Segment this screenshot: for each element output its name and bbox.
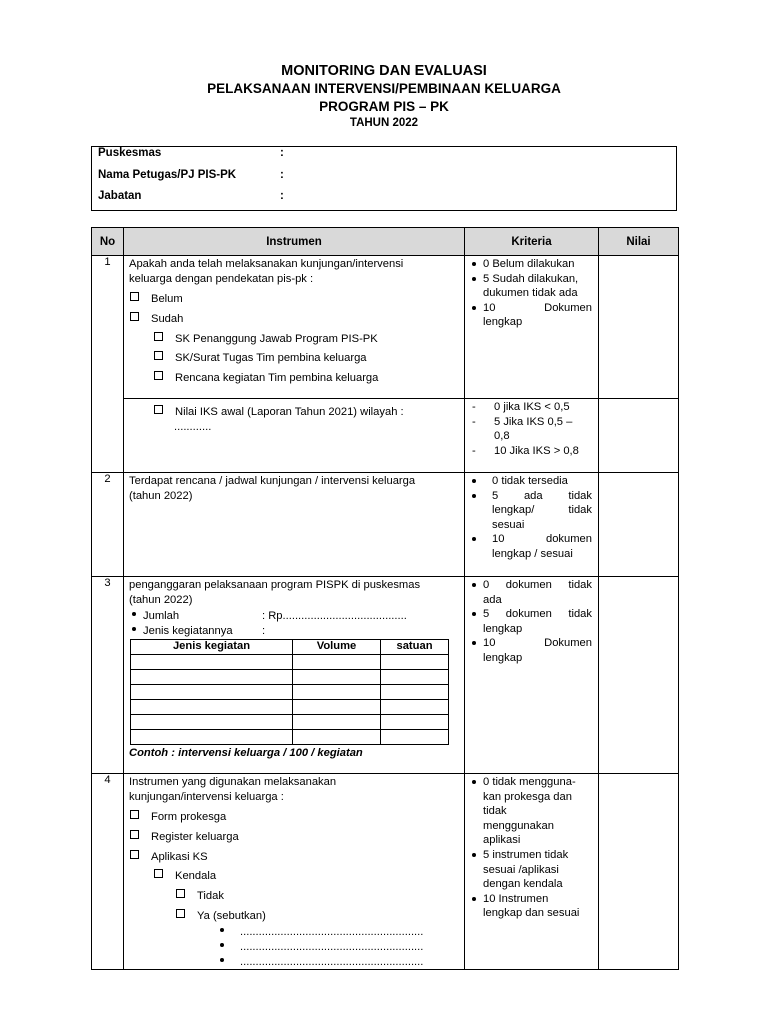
option-kendala: Kendala bbox=[154, 869, 216, 883]
jumlah-value: : Rp........................................ bbox=[262, 610, 407, 622]
kriteria-list: 0 tidak tersedia 5 ada tidak lengkap/ tidak sesuai 10 dokumen lengkap / sesuai bbox=[470, 474, 592, 562]
kriteria-list: - 0 jika IKS < 0,5 - 5 Jika IKS 0,5 – 0,8 - 10 Jika IKS > 0,8 bbox=[472, 401, 579, 457]
volume-header: Volume bbox=[293, 640, 381, 655]
question-text: kunjungan/intervensi keluarga : bbox=[129, 791, 284, 803]
nilai-cell[interactable] bbox=[599, 577, 679, 774]
doc-subtitle: PELAKSANAAN INTERVENSI/PEMBINAAN KELUARGA bbox=[207, 81, 561, 96]
checkbox-icon[interactable] bbox=[154, 371, 163, 380]
instrumen-cell bbox=[124, 577, 465, 774]
question-text: Terdapat rencana / jadwal kunjungan / intervensi keluarga bbox=[129, 475, 416, 487]
table-row bbox=[92, 473, 679, 577]
table-header-row bbox=[92, 228, 679, 256]
nilai-cell[interactable] bbox=[599, 256, 679, 473]
option-aplikasi: Aplikasi KS bbox=[130, 850, 208, 864]
table-row bbox=[92, 577, 679, 774]
info-puskesmas bbox=[98, 147, 284, 159]
kriteria-cell bbox=[465, 473, 599, 577]
kendala-line[interactable]: ........................................................... bbox=[220, 925, 423, 939]
bullet-jenis: Jenis kegiatannya bbox=[132, 624, 233, 638]
evaluation-table bbox=[91, 227, 679, 970]
header-kriteria: Kriteria bbox=[465, 228, 599, 256]
option-register: Register keluarga bbox=[130, 830, 239, 844]
option-belum: Belum bbox=[130, 292, 183, 306]
option-rencana: Rencana kegiatan Tim pembina keluarga bbox=[154, 371, 378, 385]
kegiatan-table bbox=[130, 639, 449, 745]
jenis-colon: : bbox=[262, 625, 266, 637]
kegiatan-row bbox=[131, 670, 449, 685]
header-nilai: Nilai bbox=[599, 228, 679, 256]
question-text: penganggaran pelaksanaan program PISPK di puskesmas bbox=[129, 579, 421, 591]
kegiatan-row bbox=[131, 700, 449, 715]
kendala-line[interactable]: ........................................................... bbox=[220, 940, 423, 954]
doc-title: MONITORING DAN EVALUASI bbox=[281, 63, 487, 79]
info-box bbox=[91, 146, 677, 211]
info-label: Nama Petugas/PJ PIS-PK bbox=[98, 169, 237, 181]
row-number: 1 bbox=[92, 256, 124, 473]
info-colon: : bbox=[280, 147, 284, 159]
doc-year: TAHUN 2022 bbox=[349, 117, 419, 129]
bullet-icon bbox=[472, 277, 476, 281]
bullet-icon bbox=[132, 612, 136, 616]
checkbox-icon[interactable] bbox=[130, 312, 139, 321]
iks-dots: ............ bbox=[174, 421, 212, 433]
kriteria-cell bbox=[465, 577, 599, 774]
checkbox-icon[interactable] bbox=[130, 292, 139, 301]
option-sudah: Sudah bbox=[130, 312, 183, 326]
question-text: (tahun 2022) bbox=[129, 594, 193, 606]
kegiatan-row bbox=[131, 715, 449, 730]
divider bbox=[124, 398, 464, 399]
contoh-text: Contoh : intervensi keluarga / 100 / kegiatan bbox=[129, 747, 363, 759]
row-number: 4 bbox=[92, 774, 124, 970]
info-jabatan bbox=[98, 190, 284, 202]
kriteria-list: 0 dokumen tidak ada 5 dokumen tidak lengkap 10 Dokumen lengkap bbox=[470, 578, 592, 666]
kriteria-list: 0 tidak mengguna- kan prokesga dan tidak menggunakan aplikasi 5 instrumen tidak sesuai /aplikasi dengan kendala 10 Instrumen lengkap dan sesuai bbox=[470, 775, 592, 921]
info-label: Puskesmas bbox=[98, 147, 162, 159]
bullet-icon bbox=[472, 583, 476, 587]
checkbox-icon[interactable] bbox=[130, 830, 139, 839]
bullet-icon bbox=[472, 306, 476, 310]
kegiatan-header: Jenis kegiatan bbox=[131, 640, 293, 655]
kendala-line[interactable]: ........................................................... bbox=[220, 955, 423, 969]
question-text: (tahun 2022) bbox=[129, 490, 193, 502]
checkbox-icon[interactable] bbox=[130, 850, 139, 859]
bullet-icon bbox=[472, 494, 476, 498]
option-ya: Ya (sebutkan) bbox=[176, 909, 266, 923]
info-petugas bbox=[98, 169, 284, 181]
bullet-icon bbox=[220, 928, 224, 932]
info-colon: : bbox=[280, 190, 284, 202]
satuan-header: satuan bbox=[381, 640, 449, 655]
checkbox-icon[interactable] bbox=[154, 351, 163, 360]
bullet-icon bbox=[472, 537, 476, 541]
row-number: 3 bbox=[92, 577, 124, 774]
nilai-cell[interactable] bbox=[599, 473, 679, 577]
table-row bbox=[92, 256, 679, 473]
question-text: keluarga dengan pendekatan pis-pk : bbox=[129, 273, 314, 285]
question-text: Apakah anda telah melaksanakan kunjungan/intervensi bbox=[129, 258, 404, 270]
option-prokesga: Form prokesga bbox=[130, 810, 226, 824]
option-tidak: Tidak bbox=[176, 889, 224, 903]
divider bbox=[465, 398, 598, 399]
info-label: Jabatan bbox=[98, 190, 142, 202]
kegiatan-row bbox=[131, 685, 449, 700]
row-number: 2 bbox=[92, 473, 124, 577]
doc-program: PROGRAM PIS – PK bbox=[319, 99, 449, 114]
kriteria-cell bbox=[465, 774, 599, 970]
bullet-icon bbox=[472, 612, 476, 616]
bullet-icon bbox=[472, 479, 476, 483]
checkbox-icon[interactable] bbox=[154, 405, 163, 414]
instrumen-cell bbox=[124, 774, 465, 970]
table-row bbox=[92, 774, 679, 970]
kegiatan-row bbox=[131, 730, 449, 745]
kriteria-cell bbox=[465, 256, 599, 473]
bullet-icon bbox=[472, 641, 476, 645]
nilai-cell[interactable] bbox=[599, 774, 679, 970]
bullet-icon bbox=[472, 853, 476, 857]
bullet-icon bbox=[472, 262, 476, 266]
question-text: Instrumen yang digunakan melaksanakan bbox=[129, 776, 337, 788]
checkbox-icon[interactable] bbox=[176, 889, 185, 898]
bullet-jumlah: Jumlah bbox=[132, 609, 179, 623]
kriteria-list: 0 Belum dilakukan 5 Sudah dilakukan, dukumen tidak ada 10 Dokumen lengkap bbox=[470, 257, 592, 330]
checkbox-icon[interactable] bbox=[176, 909, 185, 918]
bullet-icon bbox=[220, 943, 224, 947]
info-colon: : bbox=[280, 169, 284, 181]
header-instrumen: Instrumen bbox=[124, 228, 465, 256]
header-no: No bbox=[92, 228, 124, 256]
checkbox-icon[interactable] bbox=[154, 332, 163, 341]
bullet-icon bbox=[220, 958, 224, 962]
kegiatan-row bbox=[131, 655, 449, 670]
option-surat-tugas: SK/Surat Tugas Tim pembina keluarga bbox=[154, 351, 367, 365]
option-sk: SK Penanggung Jawab Program PIS-PK bbox=[154, 332, 378, 346]
checkbox-icon[interactable] bbox=[154, 869, 163, 878]
instrumen-cell bbox=[124, 256, 465, 473]
bullet-icon bbox=[472, 897, 476, 901]
checkbox-icon[interactable] bbox=[130, 810, 139, 819]
bullet-icon bbox=[472, 780, 476, 784]
divider bbox=[599, 398, 678, 399]
option-iks: Nilai IKS awal (Laporan Tahun 2021) wilayah : bbox=[154, 405, 404, 419]
bullet-icon bbox=[132, 627, 136, 631]
instrumen-cell bbox=[124, 473, 465, 577]
